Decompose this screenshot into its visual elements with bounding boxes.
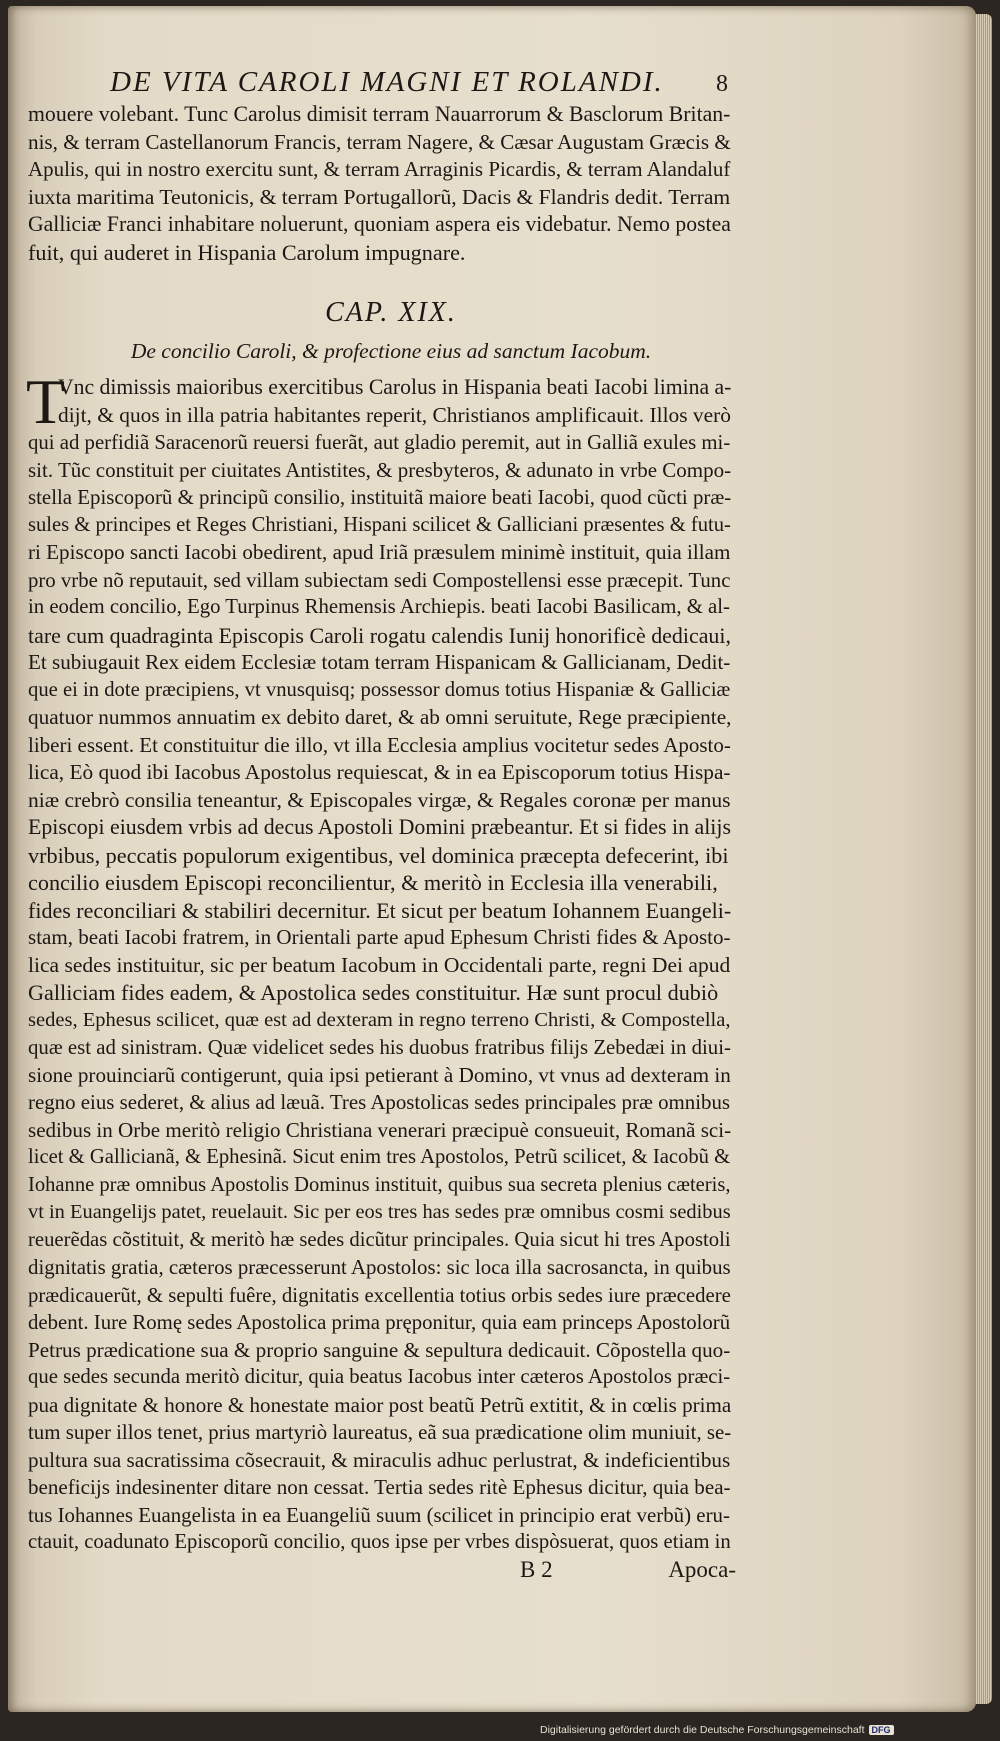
text-line: reuerẽdas cõstituit, & meritò hæ sedes dicũtur principales. Quia sicut hi tres Apostoli bbox=[28, 1228, 731, 1251]
text-line: pua dignitate & honore & honestate maior post beatũ Petrũ extitit, & in cœlis prima bbox=[28, 1392, 732, 1417]
text-line: dignitatis gratia, cæteros præcesserunt Apostolos: sic loca illa sacrosancta, in quibus bbox=[28, 1255, 731, 1279]
credit-text: Digitalisierung gefördert durch die Deutsche Forschungsgemeinschaft bbox=[540, 1724, 865, 1736]
text-line: nis, & terram Castellanorum Francis, terram Nagere, & Cæsar Augustam Græcis & bbox=[28, 129, 731, 154]
text-line: quatuor nummos annuatim ex debito daret, & ab omni seruitute, Rege præcipiente, bbox=[28, 705, 732, 729]
text-line: sules & principes et Reges Christiani, Hispani scilicet & Galliciani præsentes & futu- bbox=[28, 513, 731, 536]
drop-initial: T bbox=[26, 366, 66, 437]
text-line: lica sedes instituitur, sic per beatum Iacobum in Occidentali parte, regni Dei apud bbox=[28, 952, 731, 977]
text-line: dijt, & quos in illa patria habitantes reperit, Christianos amplificauit. Illos verò bbox=[58, 402, 731, 427]
text-line: beneficijs indesinenter ditare non cessat. Tertia sedes ritè Ephesus dicitur, quia bea- bbox=[28, 1475, 731, 1499]
digitization-credit bbox=[540, 1724, 894, 1736]
text-line: vrbibus, peccatis populorum exigentibus, vel dominica præcepta defecerint, ibi bbox=[28, 842, 729, 868]
text-line: lica, Eò quod ibi Iacobus Apostolus requiescat, & in ea Episcoporum totius Hispa- bbox=[28, 760, 731, 784]
text-line: niæ crebrò consilia teneantur, & Episcopales virgæ, & Regales coronæ per manus bbox=[28, 787, 731, 812]
text-line: Petrus prædicatione sua & proprio sanguine & sepultura dedicauit. Cõpostella quo- bbox=[28, 1337, 731, 1362]
text-line: stam, beati Iacobi fratrem, in Orientali parte apud Ephesum Christi fides & Aposto- bbox=[28, 925, 731, 949]
text-line: tare cum quadraginta Episcopis Caroli rogatu calendis Iunij honorificè dedicaui, bbox=[28, 622, 731, 648]
text-line: prædicauerũt, & sepulti fuêre, dignitatis excellentia totius orbis sedes iure præcedere bbox=[28, 1283, 731, 1307]
text-line: in eodem concilio, Ego Turpinus Rhemensis Archiepis. beati Iacobi Basilicam, & al- bbox=[28, 596, 730, 618]
chapter-body bbox=[26, 366, 734, 1557]
dfg-logo: DFG bbox=[869, 1725, 894, 1735]
text-line: vt in Euangelijs patet, reuelauit. Sic per eos tres has sedes præ omnibus cosmi sedibus bbox=[28, 1201, 731, 1223]
text-line: ri Episcopo sancti Iacobi obedirent, apud Iriã præsulem minimè instituit, quia illam bbox=[28, 540, 731, 564]
text-line: Et subiugauit Rex eidem Ecclesiæ totam terram Hispanicam & Gallicianam, Dedit- bbox=[28, 650, 731, 674]
text-line: debent. Iure Romę sedes Apostolica prima pręponitur, quia eam princeps Apostolorũ bbox=[28, 1311, 731, 1334]
text-line: sedibus in Orbe meritò religio Christiana venerari præcipuè consueuit, Romanã sci- bbox=[28, 1117, 732, 1142]
chapter-title: CAP. XIX. bbox=[325, 297, 457, 328]
running-head bbox=[28, 66, 734, 99]
folio-number: 8 bbox=[716, 71, 730, 97]
text-line: tum super illos tenet, prius martyriò laureatus, eã sua prædicatione olim muniuit, se- bbox=[28, 1420, 732, 1444]
top-paragraph bbox=[28, 101, 734, 266]
text-line: fuit, qui auderet in Hispania Carolum impugnare. bbox=[28, 239, 466, 265]
text-line: pro vrbe nõ reputauit, sed villam subiectam sedi Compostellensi esse præcepit. Tunc bbox=[28, 568, 731, 592]
text-line: Apulis, qui in nostro exercitu sunt, & terram Arraginis Picardis, & terram Alandaluf bbox=[28, 157, 731, 181]
text-line: stella Episcoporũ & principũ consilio, instituitã maiore beati Iacobi, quod cũcti præ- bbox=[28, 485, 732, 509]
text-line: sione prouinciarũ contigerunt, quia ipsi petierant à Domino, vt vnus ad dexteram in bbox=[28, 1062, 731, 1087]
text-line: Iohanne præ omnibus Apostolis Dominus instituit, quibus sua secreta plenius cæteris, bbox=[28, 1173, 731, 1196]
text-line: licet & Gallicianã, & Ephesinã. Sicut enim tres Apostolos, Petrũ scilicet, & Iacobũ & bbox=[28, 1146, 731, 1168]
text-line: liberi essent. Et constituitur die illo, vt illa Ecclesia amplius vocitetur sedes Aposto- bbox=[28, 732, 731, 757]
text-line: pultura sua sacratissima cõsecrauit, & miraculis adhuc perlustrat, & indeficientibus bbox=[28, 1447, 731, 1472]
catchword: Apoca- bbox=[668, 1556, 736, 1582]
text-line: qui ad perfidiã Saracenorũ reuersi fuerãt, aut gladio peremit, aut in Galliã exules mi- bbox=[28, 431, 731, 454]
text-line: mouere volebant. Tunc Carolus dimisit terram Nauarrorum & Basclorum Britan- bbox=[28, 102, 731, 126]
running-title: DE VITA CAROLI MAGNI ET ROLANDI. bbox=[110, 66, 664, 98]
page-edges bbox=[976, 14, 992, 1704]
signature-mark: B 2 bbox=[520, 1556, 553, 1582]
text-line: Galliciæ Franci inhabitare noluerunt, quoniam aspera eis videbatur. Nemo postea bbox=[28, 212, 731, 236]
text-line: fides reconciliari & stabiliri decernitur. Et sicut per beatum Iohannem Euangeli- bbox=[28, 897, 732, 923]
text-line: que sedes secunda meritò dicitur, quia beatus Iacobus inter cæteros Apostolos præci- bbox=[28, 1366, 731, 1388]
text-line: ctauit, coadunato Episcoporũ concilio, quos ipse per vrbes dispòsuerat, quos etiam in bbox=[28, 1531, 731, 1553]
text-line: concilio eiusdem Episcopi reconcilientur, & meritò in Ecclesia illa venerabili, bbox=[28, 870, 718, 895]
text-line: tus Iohannes Euangelista in ea Euangeliũ suum (scilicet in principio erat verbũ) eru- bbox=[28, 1502, 730, 1527]
page-text bbox=[28, 66, 734, 1583]
text-line: iuxta maritima Teutonicis, & terram Portugallorũ, Dacis & Flandris dedit. Terram bbox=[28, 184, 731, 209]
text-line: Vnc dimissis maioribus exercitibus Carolus in Hispania beati Iacobi limina a- bbox=[58, 375, 732, 399]
body-paragraph bbox=[28, 374, 734, 1557]
text-line: sedes, Ephesus scilicet, quæ est ad dexteram in regno terreno Christi, & Compostella, bbox=[28, 1008, 731, 1031]
page-footer bbox=[28, 1557, 734, 1583]
text-line: Episcopi eiusdem vrbis ad decus Apostoli Domini præbeantur. Et si fides in alijs bbox=[28, 815, 731, 839]
text-line: que ei in dote præcipiens, vt vnusquisq; possessor domus totius Hispaniæ & Galliciæ bbox=[28, 678, 731, 701]
text-line: Galliciam fides eadem, & Apostolica sedes constituitur. Hæ sunt procul dubiò bbox=[28, 980, 719, 1005]
text-line: regno eius sederet, & alius ad læuã. Tres Apostolicas sedes principales præ omnibus bbox=[28, 1090, 731, 1114]
chapter-subtitle: De concilio Caroli, & profectione eius ad sanctum Iacobum. bbox=[130, 339, 652, 363]
text-line: sit. Tũc constituit per ciuitates Antistites, & presbyteros, & adunato in vrbe Compo- bbox=[28, 457, 732, 482]
text-line: quæ est ad sinistram. Quæ videlicet sedes his duobus fratribus filijs Zebedæi in diui- bbox=[28, 1035, 731, 1059]
